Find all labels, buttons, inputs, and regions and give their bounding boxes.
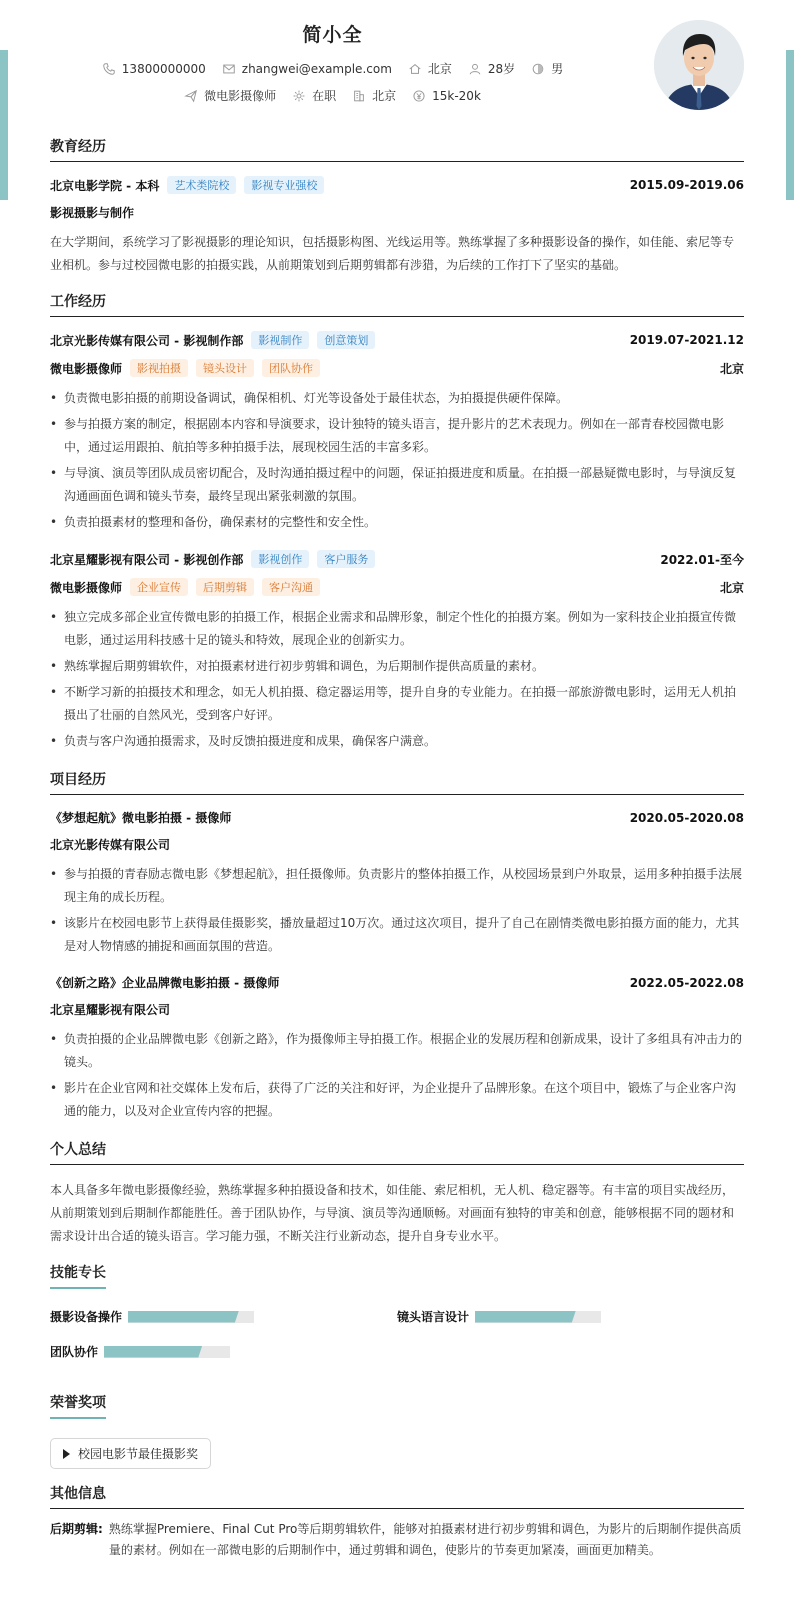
section-title: 个人总结 — [50, 1142, 106, 1158]
project-date: 2020.05-2020.08 — [629, 810, 744, 825]
skills-list — [50, 1308, 744, 1378]
salary-item — [412, 89, 481, 103]
skill-item — [50, 1343, 397, 1360]
award-text: 校园电影节最佳摄影奖 — [78, 1447, 199, 1461]
avatar — [654, 20, 744, 110]
section-title: 项目经历 — [50, 772, 106, 788]
skill-fill — [475, 1311, 576, 1323]
list-item: • 与导演、演员等团队成员密切配合，及时沟通拍摄过程中的问题，保证拍摄进度和质量。在拍摄一部悬疑微电影时，与导演反复沟通画面色调和镜头节奏，最终呈现出紧张刺激的氛围。 — [50, 462, 744, 508]
company-name: 北京星耀影视有限公司 - 影视创作部 — [50, 552, 244, 567]
awards-section — [50, 1392, 744, 1469]
award-item — [50, 1438, 211, 1469]
company-tag: 客户服务 — [317, 550, 375, 568]
school-tag: 艺术类院校 — [167, 176, 236, 194]
section-title: 荣誉奖项 — [50, 1392, 106, 1419]
target-city-item — [352, 87, 396, 104]
gender-item — [531, 60, 563, 77]
role-tag: 镜头设计 — [196, 359, 254, 377]
age-text: 28岁 — [487, 62, 516, 76]
project-bullets — [50, 863, 744, 958]
home-icon — [408, 62, 422, 76]
position-item — [184, 87, 276, 104]
list-item: • 参与拍摄方案的制定，根据剧本内容和导演要求，设计独特的镜头语言，提升影片的艺术表现力。例如在一部青春校园微电影中，通过运用跟拍、航拍等多种拍摄手法，展现校园生活的丰富多彩。 — [50, 413, 744, 459]
list-item: • 该影片在校园电影节上获得最佳摄影奖，播放量超过10万次。通过这次项目，提升了自己在剧情类微电影拍摄方面的能力，尤其是对人物情感的捕捉和画面氛围的营造。 — [50, 912, 744, 958]
money-icon — [412, 89, 426, 103]
section-title: 其他信息 — [50, 1486, 106, 1502]
job-bullets — [50, 606, 744, 753]
status-item — [292, 87, 336, 104]
job-location: 北京 — [719, 580, 744, 595]
city-item — [408, 60, 452, 77]
company-tag: 影视创作 — [251, 550, 309, 568]
list-item: • 参与拍摄的青春励志微电影《梦想起航》，担任摄像师。负责影片的整体拍摄工作，从校园场景到户外取景，运用多种拍摄手法展现主角的成长历程。 — [50, 863, 744, 909]
list-item: • 负责拍摄的企业品牌微电影《创新之路》，作为摄像师主导拍摄工作。根据企业的发展历程和创新成果，设计了多组具有冲击力的镜头。 — [50, 1028, 744, 1074]
status-text: 在职 — [312, 89, 337, 103]
gear-icon — [292, 89, 306, 103]
summary-section — [50, 1139, 744, 1248]
education-desc: 在大学期间，系统学习了影视摄影的理论知识，包括摄影构图、光线运用等。熟练掌握了多种摄影设备的操作，如佳能、索尼等专业相机。参与过校园微电影的拍摄实践，从前期策划到后期剪辑都有涉猎，为后续的工作打下了坚实的基础。 — [50, 235, 735, 272]
job-entry — [50, 331, 744, 534]
send-icon — [184, 89, 198, 103]
education-row — [50, 176, 744, 194]
skill-item — [50, 1308, 397, 1325]
role-tag: 影视拍摄 — [130, 359, 188, 377]
job-date: 2019.07-2021.12 — [629, 333, 744, 347]
role-tag: 后期剪辑 — [196, 578, 254, 596]
role-tag: 团队协作 — [262, 359, 320, 377]
project-bullets — [50, 1028, 744, 1123]
company-name: 北京光影传媒有限公司 - 影视制作部 — [50, 333, 244, 348]
education-date: 2015.09-2019.06 — [629, 178, 744, 192]
skill-bar — [128, 1311, 254, 1323]
section-title: 教育经历 — [50, 139, 106, 155]
target-city-text: 北京 — [372, 89, 397, 103]
skill-bar — [475, 1311, 601, 1323]
skill-name: 团队协作 — [50, 1345, 99, 1359]
work-section — [50, 291, 744, 753]
candidate-name: 简小全 — [302, 24, 363, 46]
list-item: • 影片在企业官网和社交媒体上发布后，获得了广泛的关注和好评，为企业提升了品牌形象。在这个项目中，锻炼了与企业客户沟通的能力，以及对企业宣传内容的把握。 — [50, 1077, 744, 1123]
city-text: 北京 — [427, 62, 452, 76]
work-header — [50, 291, 744, 317]
email-item — [222, 62, 392, 76]
email-icon — [222, 62, 236, 76]
list-item: • 熟练掌握后期剪辑软件，对拍摄素材进行初步剪辑和调色，为后期制作提供高质量的素材。 — [50, 655, 744, 678]
phone-icon — [102, 62, 116, 76]
job-role: 微电影摄像师 — [50, 361, 123, 376]
skill-bar — [104, 1346, 230, 1358]
awards-header — [50, 1392, 744, 1424]
section-title: 工作经历 — [50, 294, 106, 310]
position-text: 微电影摄像师 — [204, 89, 277, 103]
job-role: 微电影摄像师 — [50, 580, 123, 595]
skills-header — [50, 1262, 744, 1294]
list-item: • 不断学习新的拍摄技术和理念，如无人机拍摄、稳定器运用等，提升自身的专业能力。在拍摄一部旅游微电影时，运用无人机拍摄出了壮丽的自然风光，受到客户好评。 — [50, 681, 744, 727]
skill-item — [397, 1308, 744, 1325]
job-entry — [50, 550, 744, 753]
school-tag: 影视专业强校 — [244, 176, 324, 194]
other-section — [50, 1483, 744, 1561]
list-item: • 负责微电影拍摄的前期设备调试，确保相机、灯光等设备处于最佳状态，为拍摄提供硬件保障。 — [50, 387, 744, 410]
play-icon — [63, 1449, 70, 1459]
resume-header — [0, 0, 794, 135]
skills-section — [50, 1262, 744, 1378]
job-location: 北京 — [719, 361, 744, 376]
skill-fill — [128, 1311, 239, 1323]
role-tag: 客户沟通 — [262, 578, 320, 596]
projects-section — [50, 769, 744, 1123]
project-entry — [50, 809, 744, 958]
phone-item — [102, 62, 206, 76]
projects-header — [50, 769, 744, 795]
list-item: • 独立完成多部企业宣传微电影的拍摄工作，根据企业需求和品牌形象，制定个性化的拍摄方案。例如为一家科技企业拍摄宣传微电影，通过运用科技感十足的镜头和特效，展现企业的创新实力。 — [50, 606, 744, 652]
job-intent-row — [0, 87, 665, 104]
gender-icon — [531, 62, 545, 76]
list-item: • 负责与客户沟通拍摄需求，及时反馈拍摄进度和成果，确保客户满意。 — [50, 730, 744, 753]
skill-name: 镜头语言设计 — [397, 1310, 470, 1324]
other-row — [50, 1519, 744, 1561]
school-name: 北京电影学院 - 本科 — [50, 178, 160, 193]
project-name: 《创新之路》企业品牌微电影拍摄 - 摄像师 — [50, 976, 280, 990]
company-tag: 创意策划 — [317, 331, 375, 349]
project-entry — [50, 974, 744, 1123]
gender-text: 男 — [551, 62, 564, 76]
other-text: 熟练掌握Premiere、Final Cut Pro等后期剪辑软件，能够对拍摄素材进行初步剪辑和调色，为影片的后期制作提供高质量的素材。例如在一部微电影的后期制作中，通过剪辑和调色，使影片的节奏更加紧凑，画面更加精美。 — [108, 1522, 742, 1557]
company-tag: 影视制作 — [251, 331, 309, 349]
age-item — [468, 60, 515, 77]
project-company: 北京光影传媒有限公司 — [50, 838, 171, 852]
email-text: zhangwei@example.com — [241, 61, 392, 76]
skill-fill — [104, 1346, 202, 1358]
contact-row — [0, 60, 665, 77]
salary-text: 15k-20k — [432, 88, 481, 103]
phone-text: 13800000000 — [121, 61, 206, 76]
education-header — [50, 136, 744, 162]
major: 影视摄影与制作 — [50, 206, 135, 220]
project-company: 北京星耀影视有限公司 — [50, 1003, 171, 1017]
section-title: 技能专长 — [50, 1262, 106, 1289]
summary-header — [50, 1139, 744, 1165]
job-bullets — [50, 387, 744, 534]
list-item: • 负责拍摄素材的整理和备份，确保素材的完整性和安全性。 — [50, 511, 744, 534]
other-label: 后期剪辑: — [50, 1522, 103, 1536]
person-icon — [468, 62, 482, 76]
building-icon — [352, 89, 366, 103]
resume-body — [50, 136, 744, 1575]
skill-name: 摄影设备操作 — [50, 1310, 123, 1324]
education-section — [50, 136, 744, 277]
job-date: 2022.01-至今 — [660, 552, 744, 567]
role-tag: 企业宣传 — [130, 578, 188, 596]
summary-text: 本人具备多年微电影摄像经验，熟练掌握多种拍摄设备和技术，如佳能、索尼相机，无人机、稳定器等。有丰富的项目实战经历，从前期策划到后期制作都能胜任。善于团队协作，与导演、演员等沟通顺畅。对画面有独特的审美和创意，能够根据不同的题材和需求设计出合适的镜头语言。学习能力强，不断关注行业新动态，提升自身专业水平。 — [50, 1183, 735, 1243]
project-name: 《梦想起航》微电影拍摄 - 摄像师 — [50, 811, 232, 825]
other-header — [50, 1483, 744, 1509]
project-date: 2022.05-2022.08 — [629, 975, 744, 990]
